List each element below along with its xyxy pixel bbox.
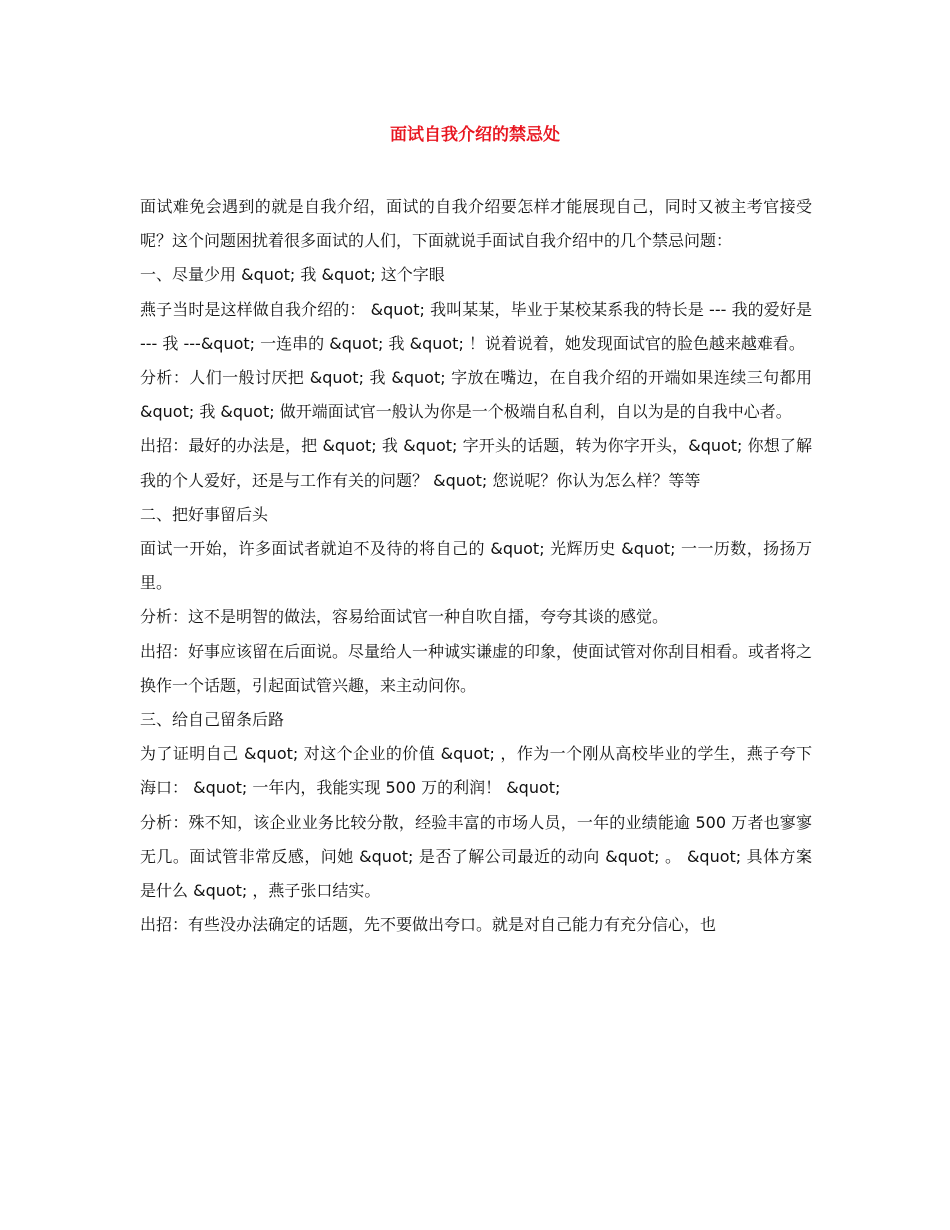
analysis-paragraph-3: 分析：殊不知，该企业业务比较分散，经验丰富的市场人员，一年的业绩能逾 500 万者也寥寥无几。面试管非常反感，问她 &quot; 是否了解公司最近的动向 &quot; 。 &quot; 具体方案是什么 &quot; ，燕子张口结实。 [140,812,812,901]
intro-paragraph: 面试难免会遇到的就是自我介绍，面试的自我介绍要怎样才能展现自己，同时又被主考官接受呢？这个问题困扰着很多面试的人们，下面就说手面试自我介绍中的几个禁忌问题： [140,197,812,251]
tip-paragraph-1: 出招：最好的办法是，把 &quot; 我 &quot; 字开头的话题，转为你字开头，&quot; 你想了解我的个人爱好，还是与工作有关的问题？ &quot; 您说呢？你认为怎么样？等等 [140,436,812,490]
section-heading-3: 三、给自己留条后路 [140,710,285,730]
analysis-paragraph-1: 分析：人们一般讨厌把 &quot; 我 &quot; 字放在嘴边，在自我介绍的开端如果连续三句都用 &quot; 我 &quot; 做开端面试官一般认为你是一个极端自私自利，自以为是的自我中心者。 [140,368,812,422]
example-paragraph-2: 面试一开始，许多面试者就迫不及待的将自己的 &quot; 光辉历史 &quot; 一一历数，扬扬万里。 [140,539,812,593]
page-title: 面试自我介绍的禁忌处 [390,125,560,145]
tip-paragraph-2: 出招：好事应该留在后面说。尽量给人一种诚实谦虚的印象，使面试管对你刮目相看。或者将之换作一个话题，引起面试管兴趣，来主动问你。 [140,641,813,695]
section-heading-2: 二、把好事留后头 [140,504,269,524]
section-heading-1: 一、尽量少用 &quot; 我 &quot; 这个字眼 [140,265,445,285]
example-paragraph-1: 燕子当时是这样做自我介绍的： &quot; 我叫某某，毕业于某校某系我的特长是 --- 我的爱好是 --- 我 ---&quot; 一连串的 &quot; 我 &quot; ！说着说着，她发现面试官的脸色越来越难看。 [140,299,812,353]
tip-paragraph-3: 出招：有些没办法确定的话题，先不要做出夸口。就是对自己能力有充分信心，也 [140,915,717,935]
document-body [140,190,812,942]
example-paragraph-3: 为了证明自己 &quot; 对这个企业的价值 &quot; ，作为一个刚从高校毕业的学生，燕子夸下海口： &quot; 一年内，我能实现 500 万的利润！ &quot; [140,744,812,798]
analysis-paragraph-2: 分析：这不是明智的做法，容易给面试官一种自吹自擂，夸夸其谈的感觉。 [140,607,669,627]
